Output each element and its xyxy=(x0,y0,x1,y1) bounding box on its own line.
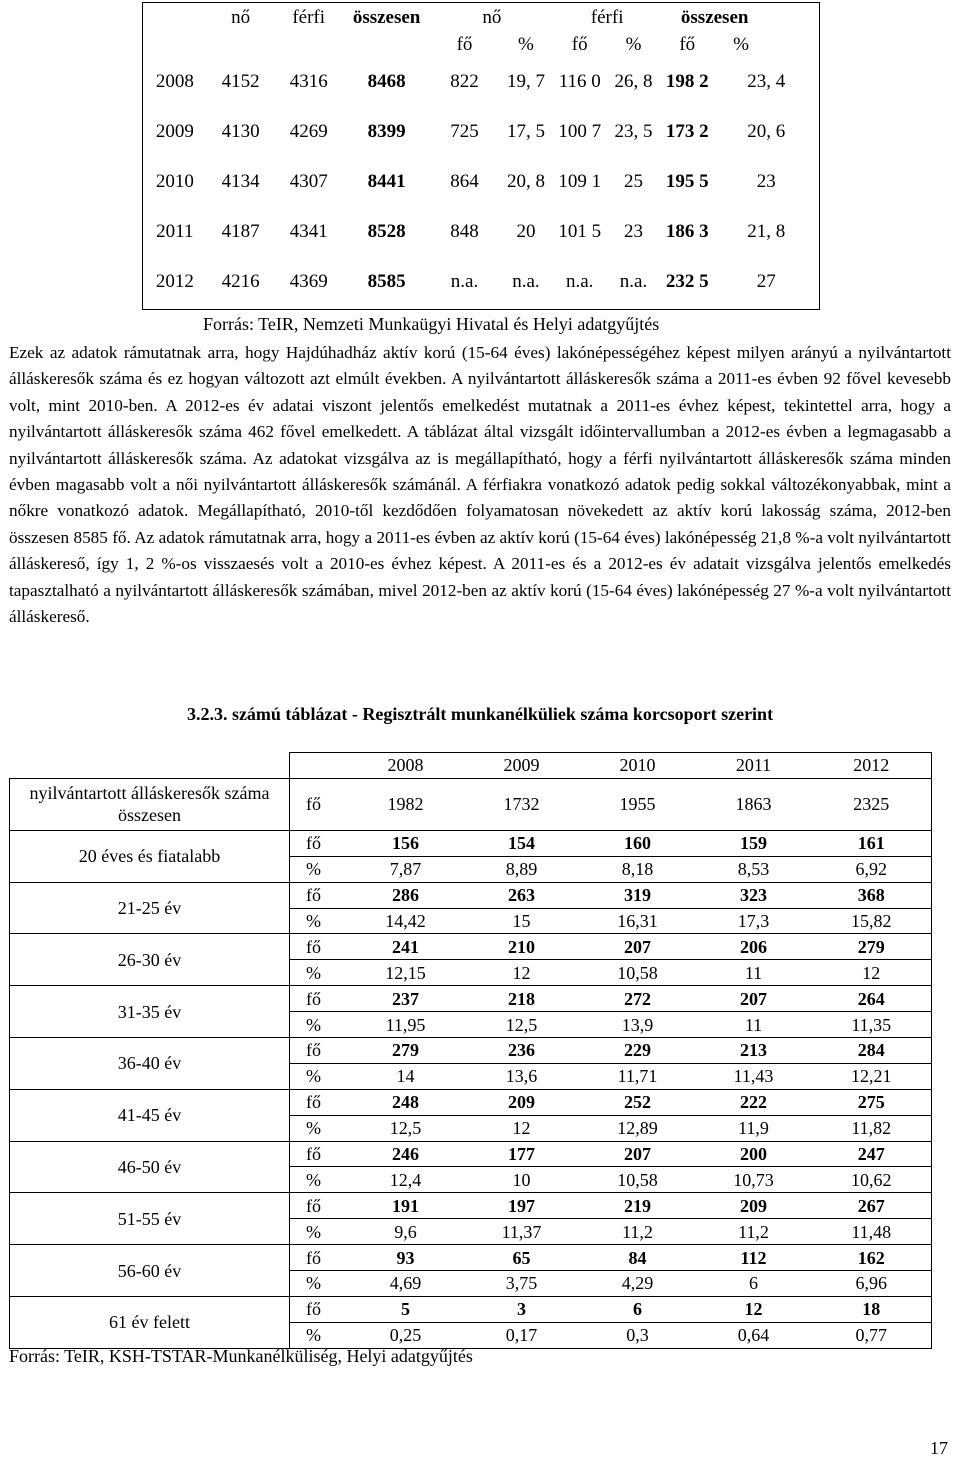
age-group-count: 264 xyxy=(812,986,932,1012)
unit-fo: fő xyxy=(290,986,348,1012)
top-table-cell-c2: 20, 8 xyxy=(506,171,545,192)
age-group-count: 160 xyxy=(580,830,696,856)
total-value: 1863 xyxy=(696,778,812,830)
age-group-count: 162 xyxy=(812,1245,932,1271)
unit-pct: % xyxy=(290,1063,348,1089)
top-table-cell-no: 4216 xyxy=(221,271,260,292)
age-group-count: 222 xyxy=(696,1089,812,1115)
unit-fo: fő xyxy=(290,1193,348,1219)
age-group-count: 161 xyxy=(812,830,932,856)
age-group-percent: 9,6 xyxy=(348,1219,464,1245)
year-header: 2011 xyxy=(696,753,812,779)
top-header-row-2 xyxy=(143,33,819,57)
top-table-cell-c3: 100 7 xyxy=(558,121,602,142)
age-group-percent: 0,3 xyxy=(580,1322,696,1348)
top-table-cell-ferfi: 4269 xyxy=(289,121,328,142)
age-group-percent: 12,5 xyxy=(464,1012,580,1038)
top-table-cell-osszesen: 8441 xyxy=(367,171,406,192)
age-group-label: 46-50 év xyxy=(10,1141,290,1193)
age-group-count: 209 xyxy=(464,1089,580,1115)
top-table-cell-year: 2011 xyxy=(156,221,194,242)
age-group-label: 36-40 év xyxy=(10,1038,290,1090)
top-table-cell-c6: 20, 6 xyxy=(747,121,786,142)
top-table-cell-c1: 822 xyxy=(450,71,479,92)
age-group-percent: 11,71 xyxy=(580,1063,696,1089)
age-group-count: 207 xyxy=(580,934,696,960)
age-group-percent: 15 xyxy=(464,908,580,934)
top-table-cell-c5: 198 2 xyxy=(665,71,709,92)
unit-pct: % xyxy=(290,856,348,882)
age-group-row-fo xyxy=(10,830,932,856)
age-group-percent: 8,89 xyxy=(464,856,580,882)
unit-fo: fő xyxy=(290,1296,348,1322)
header-ferfi-2: férfi xyxy=(590,7,624,28)
page-number: 17 xyxy=(930,1438,948,1458)
top-table-source: Forrás: TeIR, Nemzeti Munkaügyi Hivatal és Helyi adatgyűjtés xyxy=(203,314,660,334)
age-group-percent: 10,73 xyxy=(696,1167,812,1193)
age-group-percent: 11 xyxy=(696,1012,812,1038)
age-group-count: 241 xyxy=(348,934,464,960)
age-group-count: 218 xyxy=(464,986,580,1012)
total-value: 1955 xyxy=(580,778,696,830)
top-table-row xyxy=(143,207,819,257)
unit-fo: fő xyxy=(290,1089,348,1115)
top-table-cell-c4: 23, 5 xyxy=(614,121,653,142)
top-table-cell-c6: 23, 4 xyxy=(747,71,786,92)
age-group-percent: 12 xyxy=(464,1115,580,1141)
header-ferfi: férfi xyxy=(292,7,326,28)
top-table-cell-c2: 20 xyxy=(516,221,536,242)
top-table-cell-no: 4152 xyxy=(221,71,260,92)
age-group-row-fo xyxy=(10,1038,932,1064)
age-group-percent: 15,82 xyxy=(812,908,932,934)
unit-fo: fő xyxy=(679,34,696,55)
table-caption: 3.2.3. számú táblázat - Regisztrált munkanélküliek száma korcsoport szerint xyxy=(186,704,774,724)
top-table-cell-c3: 109 1 xyxy=(558,171,602,192)
age-group-count: 252 xyxy=(580,1089,696,1115)
age-group-percent: 12,5 xyxy=(348,1115,464,1141)
top-table-cell-ferfi: 4307 xyxy=(289,171,328,192)
total-value: 1982 xyxy=(348,778,464,830)
age-group-percent: 12,4 xyxy=(348,1167,464,1193)
age-group-percent: 12,89 xyxy=(580,1115,696,1141)
age-group-count: 207 xyxy=(696,986,812,1012)
age-group-label: 41-45 év xyxy=(10,1089,290,1141)
body-paragraph-text: Ezek az adatok rámutatnak arra, hogy Hajdúhadház aktív korú (15-64 éves) lakónépességéhez képest milyen arányú a nyilvántartott álláskeresők száma és ez hogyan változott azt elmúlt években. A nyilvántartott álláskeresők száma a 2011-es évben 92 fővel kevesebb volt, mint 2010-ben. A 2012-es év adatai viszont jelentős emelkedést mutatnak a 2011-es évhez képest, tekintettel arra, hogy a nyilvántartott álláskeresők száma 462 fővel emelkedett. A táblázat által vizsgált időintervallumban a 2012-es évben a legmagasabb a nyilvántartott álláskeresők száma. Az adatokat vizsgálva az is megállapítható, hogy a férfi nyilvántartott álláskeresők száma minden évben magasabb volt a női nyilvántartott álláskeresők számánál. A férfiakra vonatkozó adatok pedig sokkal változékonyabbak, mint a nőkre vonatkozó adatok. Megállapítható, 2010-től kezdődően folyamatosan növekedett az aktív korú lakosság száma, 2012-ben összesen 8585 fő. Az adatok rámutatnak arra, hogy a 2011-es évben az aktív korú (15-64 éves) lakónépesség 21,8 %-a volt nyilvántartott álláskereső, így 1, 2 %-os visszaesés volt a 2010-es évhez képest. A 2011-es és a 2012-es év adatait vizsgálva jelentős emelkedés tapasztalható a nyilvántartott álláskeresők számában, mivel 2012-ben az aktív korú (15-64 éves) lakónépesség 27 %-a volt nyilvántartott álláskereső. xyxy=(9,343,951,627)
age-group-percent: 0,17 xyxy=(464,1322,580,1348)
age-group-row-fo xyxy=(10,1296,932,1322)
age-group-row-fo xyxy=(10,1245,932,1271)
age-group-row-fo xyxy=(10,1089,932,1115)
unit-fo: fő xyxy=(290,1141,348,1167)
age-group-count: 206 xyxy=(696,934,812,960)
total-value: 2325 xyxy=(812,778,932,830)
header-no-2: nő xyxy=(482,7,502,28)
top-table-cell-c4: 23 xyxy=(623,221,643,242)
unit-pct: % xyxy=(290,1012,348,1038)
top-table-row xyxy=(143,107,819,157)
top-table-cell-c6: 23 xyxy=(756,171,776,192)
age-group-label: 61 év felett xyxy=(10,1296,290,1348)
age-group-percent: 8,53 xyxy=(696,856,812,882)
age-group-count: 263 xyxy=(464,882,580,908)
age-group-row-fo xyxy=(10,986,932,1012)
unit-pct: % xyxy=(290,1115,348,1141)
age-group-percent: 12 xyxy=(812,960,932,986)
top-table-cell-c4: n.a. xyxy=(619,271,648,292)
age-group-count: 197 xyxy=(464,1193,580,1219)
total-row xyxy=(10,778,932,830)
unit-pct: % xyxy=(518,34,534,55)
top-header-row-1 xyxy=(143,3,819,33)
age-group-count: 275 xyxy=(812,1089,932,1115)
age-group-percent: 11,82 xyxy=(812,1115,932,1141)
age-group-percent: 11,35 xyxy=(812,1012,932,1038)
age-group-count: 210 xyxy=(464,934,580,960)
top-table-cell-c1: 864 xyxy=(450,171,479,192)
age-group-count: 156 xyxy=(348,830,464,856)
top-table-cell-year: 2009 xyxy=(155,121,194,142)
top-table-cell-ferfi: 4369 xyxy=(289,271,328,292)
top-table-cell-c2: n.a. xyxy=(512,271,540,292)
age-group-percent: 11,37 xyxy=(464,1219,580,1245)
unit-fo: fő xyxy=(290,1038,348,1064)
age-group-percent: 3,75 xyxy=(464,1271,580,1297)
age-group-percent: 6,96 xyxy=(812,1271,932,1297)
top-table-cell-c1: n.a. xyxy=(450,271,479,292)
age-group-count: 279 xyxy=(348,1038,464,1064)
age-group-count: 219 xyxy=(580,1193,696,1219)
top-table-cell-c5: 186 3 xyxy=(665,221,709,242)
age-group-count: 279 xyxy=(812,934,932,960)
age-group-percent: 11,95 xyxy=(348,1012,464,1038)
top-table-row xyxy=(143,157,819,207)
age-group-label: 56-60 év xyxy=(10,1245,290,1297)
age-group-count: 368 xyxy=(812,882,932,908)
age-group-count: 200 xyxy=(696,1141,812,1167)
age-group-percent: 11,2 xyxy=(696,1219,812,1245)
total-value: 1732 xyxy=(464,778,580,830)
age-group-percent: 0,64 xyxy=(696,1322,812,1348)
age-group-label: 21-25 év xyxy=(10,882,290,934)
age-group-table xyxy=(9,752,931,1349)
top-table-cell-no: 4130 xyxy=(221,121,260,142)
top-table-cell-ferfi: 4316 xyxy=(289,71,328,92)
age-group-count: 247 xyxy=(812,1141,932,1167)
unit-fo: fő xyxy=(290,934,348,960)
age-group-count: 229 xyxy=(580,1038,696,1064)
top-table-cell-c1: 725 xyxy=(450,121,479,142)
age-group-percent: 11,2 xyxy=(580,1219,696,1245)
age-group-percent: 10 xyxy=(464,1167,580,1193)
age-group-percent: 11,48 xyxy=(812,1219,932,1245)
unit-pct: % xyxy=(625,34,642,55)
age-group-percent: 14,42 xyxy=(348,908,464,934)
top-table-cell-c6: 21, 8 xyxy=(747,221,786,242)
age-group-percent: 10,58 xyxy=(580,960,696,986)
unit-fo: fő xyxy=(290,882,348,908)
top-table-cell-osszesen: 8468 xyxy=(367,71,406,92)
top-table-row xyxy=(143,257,819,307)
age-group-percent: 14 xyxy=(348,1063,464,1089)
age-group-percent: 6,92 xyxy=(812,856,932,882)
age-group-percent: 7,87 xyxy=(348,856,464,882)
age-group-percent: 11,43 xyxy=(696,1063,812,1089)
unit-fo: fő xyxy=(290,1245,348,1271)
top-table-cell-year: 2008 xyxy=(155,71,194,92)
age-group-count: 159 xyxy=(696,830,812,856)
age-group-count: 112 xyxy=(696,1245,812,1271)
age-group-percent: 11 xyxy=(696,960,812,986)
top-table-cell-year: 2012 xyxy=(155,271,194,292)
total-label: nyilvántartott álláskeresők száma összesen xyxy=(10,778,290,830)
age-group-percent: 16,31 xyxy=(580,908,696,934)
unit-pct: % xyxy=(290,1322,348,1348)
top-table-cell-ferfi: 4341 xyxy=(289,221,328,242)
top-table-cell-c5: 232 5 xyxy=(665,271,709,292)
age-group-percent: 6 xyxy=(696,1271,812,1297)
top-table xyxy=(142,2,820,334)
age-group-count: 319 xyxy=(580,882,696,908)
age-group-row-fo xyxy=(10,1193,932,1219)
age-group-percent: 4,69 xyxy=(348,1271,464,1297)
year-header: 2009 xyxy=(464,753,580,779)
age-group-percent: 17,3 xyxy=(696,908,812,934)
top-table-cell-c3: 101 5 xyxy=(558,221,602,242)
age-group-percent: 4,29 xyxy=(580,1271,696,1297)
age-group-count: 84 xyxy=(580,1245,696,1271)
age-group-count: 65 xyxy=(464,1245,580,1271)
top-table-cell-c5: 173 2 xyxy=(665,121,709,142)
age-group-percent: 13,9 xyxy=(580,1012,696,1038)
age-group-row-fo xyxy=(10,882,932,908)
age-group-count: 248 xyxy=(348,1089,464,1115)
header-no: nő xyxy=(231,7,251,28)
age-group-count: 209 xyxy=(696,1193,812,1219)
age-group-percent: 0,77 xyxy=(812,1322,932,1348)
top-table-cell-c5: 195 5 xyxy=(665,171,709,192)
year-header: 2008 xyxy=(348,753,464,779)
age-group-count: 272 xyxy=(580,986,696,1012)
top-table-cell-osszesen: 8399 xyxy=(367,121,406,142)
age-group-percent: 10,58 xyxy=(580,1167,696,1193)
unit-pct: % xyxy=(290,908,348,934)
age-group-count: 237 xyxy=(348,986,464,1012)
top-table-cell-c2: 17, 5 xyxy=(506,121,545,142)
age-group-count: 246 xyxy=(348,1141,464,1167)
age-group-count: 5 xyxy=(348,1296,464,1322)
top-table-row xyxy=(143,57,819,107)
unit-pct: % xyxy=(290,1167,348,1193)
top-table-cell-year: 2010 xyxy=(155,171,194,192)
top-table-cell-no: 4134 xyxy=(221,171,260,192)
year-header: 2010 xyxy=(580,753,696,779)
age-group-percent: 13,6 xyxy=(464,1063,580,1089)
age-group-count: 267 xyxy=(812,1193,932,1219)
age-group-percent: 10,62 xyxy=(812,1167,932,1193)
total-unit: fő xyxy=(290,778,348,830)
age-group-count: 177 xyxy=(464,1141,580,1167)
top-table-cell-c4: 26, 8 xyxy=(614,71,653,92)
age-group-count: 284 xyxy=(812,1038,932,1064)
bottom-table-source: Forrás: TeIR, KSH-TSTAR-Munkanélküliség, Helyi adatgyűjtés xyxy=(9,1346,473,1366)
age-group-percent: 8,18 xyxy=(580,856,696,882)
top-table-source-row xyxy=(143,307,819,341)
age-group-count: 286 xyxy=(348,882,464,908)
age-group-count: 154 xyxy=(464,830,580,856)
unit-pct: % xyxy=(290,1219,348,1245)
age-group-count: 18 xyxy=(812,1296,932,1322)
unit-fo: fő xyxy=(456,34,473,55)
age-group-percent: 12 xyxy=(464,960,580,986)
age-group-row-fo xyxy=(10,1141,932,1167)
top-table-cell-osszesen: 8528 xyxy=(367,221,406,242)
unit-pct: % xyxy=(290,960,348,986)
unit-fo: fő xyxy=(290,830,348,856)
unit-pct: % xyxy=(733,34,749,55)
year-header: 2012 xyxy=(812,753,932,779)
unit-fo: fő xyxy=(571,34,588,55)
age-group-label: 20 éves és fiatalabb xyxy=(10,830,290,882)
age-group-label: 51-55 év xyxy=(10,1193,290,1245)
header-osszesen-2: összesen xyxy=(680,7,749,28)
top-table-cell-osszesen: 8585 xyxy=(367,271,406,292)
top-table-cell-no: 4187 xyxy=(221,221,260,242)
age-group-label: 31-35 év xyxy=(10,986,290,1038)
header-osszesen: összesen xyxy=(352,7,421,28)
age-group-count: 213 xyxy=(696,1038,812,1064)
top-table-cell-c4: 25 xyxy=(623,171,643,192)
age-group-label: 26-30 év xyxy=(10,934,290,986)
top-table-cell-c6: 27 xyxy=(756,271,776,292)
years-header-row xyxy=(10,753,932,779)
age-group-percent: 11,9 xyxy=(696,1115,812,1141)
age-group-percent: 12,15 xyxy=(348,960,464,986)
age-group-count: 93 xyxy=(348,1245,464,1271)
unit-pct: % xyxy=(290,1271,348,1297)
age-group-percent: 12,21 xyxy=(812,1063,932,1089)
top-table-cell-c3: n.a. xyxy=(565,271,594,292)
age-group-count: 12 xyxy=(696,1296,812,1322)
age-group-count: 3 xyxy=(464,1296,580,1322)
age-group-row-fo xyxy=(10,934,932,960)
body-paragraph xyxy=(9,340,951,630)
age-group-count: 6 xyxy=(580,1296,696,1322)
age-group-percent: 0,25 xyxy=(348,1322,464,1348)
top-table-cell-c1: 848 xyxy=(450,221,479,242)
top-table-cell-c2: 19, 7 xyxy=(506,71,545,92)
top-table-cell-c3: 116 0 xyxy=(558,71,601,92)
age-group-count: 207 xyxy=(580,1141,696,1167)
age-group-count: 236 xyxy=(464,1038,580,1064)
age-group-count: 323 xyxy=(696,882,812,908)
age-group-count: 191 xyxy=(348,1193,464,1219)
